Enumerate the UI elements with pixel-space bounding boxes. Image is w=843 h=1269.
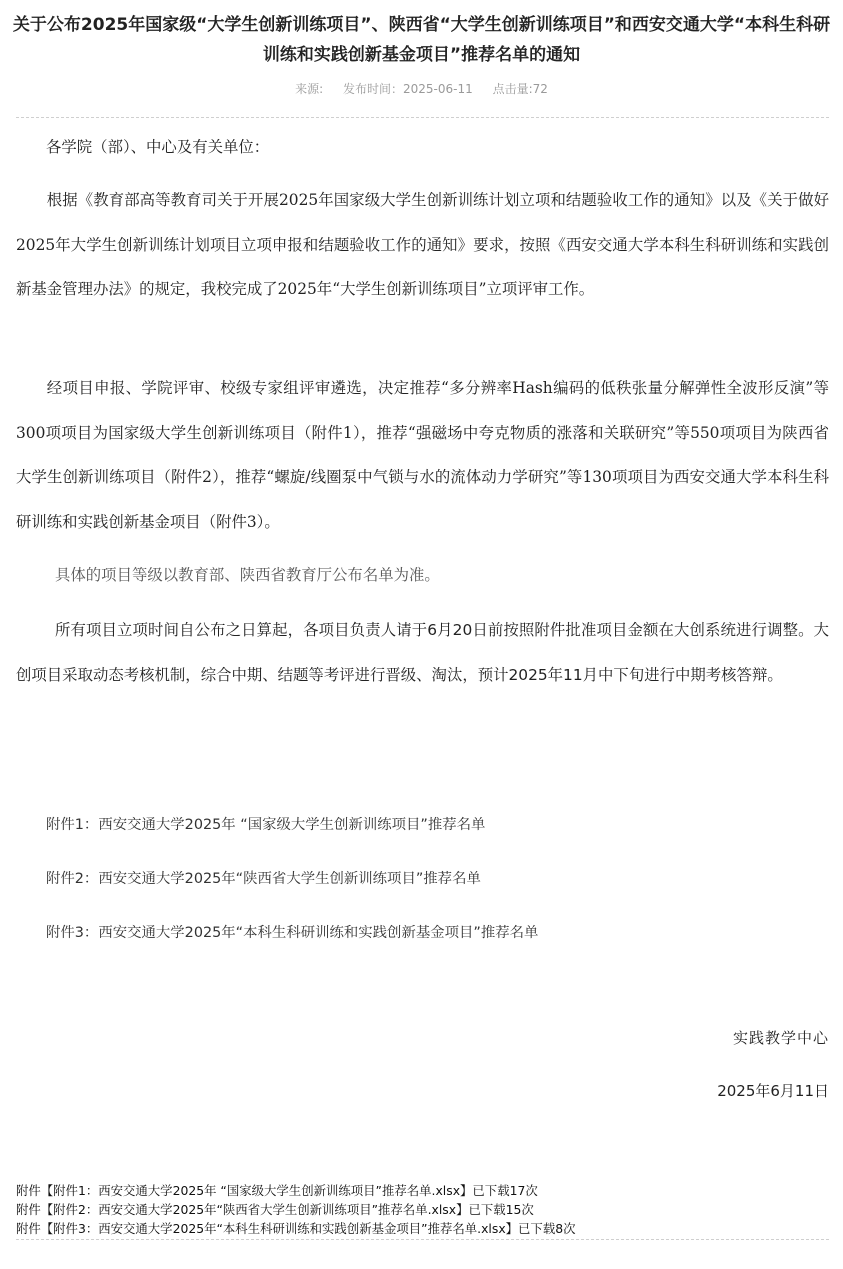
source-label: 来源: [295, 82, 324, 96]
click-count: 点击量:72 [492, 82, 548, 96]
download-count: 已下载8次 [518, 1221, 576, 1236]
paragraph-1: 根据《教育部高等教育司关于开展2025年国家级大学生创新训练计划立项和结题验收工作的通知》以及《关于做好2025年大学生创新训练计划项目立项申报和结题验收工作的通知》要求，按照《西安交通大学本科生科研训练和实践创新基金管理办法》的规定，我校完成了2025年“大学生创新训练项目”立项评审工作。 [16, 191, 829, 299]
download-link-1[interactable]: 【附件1：西安交通大学2025年 “国家级大学生创新训练项目”推荐名单.xlsx】 [40, 1183, 473, 1198]
header-divider [16, 117, 829, 118]
attachment-item-2: 附件2：西安交通大学2025年“陕西省大学生创新训练项目”推荐名单 [46, 871, 481, 887]
attachment-item-1: 附件1：西安交通大学2025年 “国家级大学生创新训练项目”推荐名单 [46, 817, 486, 833]
download-prefix: 附件 [16, 1202, 41, 1217]
publish-time: 发布时间：2025-06-11 [342, 82, 473, 96]
download-prefix: 附件 [16, 1221, 41, 1236]
download-count: 已下载15次 [468, 1202, 534, 1217]
signature-date: 2025年6月11日 [717, 1082, 829, 1100]
download-count: 已下载17次 [472, 1183, 538, 1198]
download-link-3[interactable]: 【附件3：西安交通大学2025年“本科生科研训练和实践创新基金项目”推荐名单.xlsx】 [40, 1221, 519, 1236]
download-row-1 [16, 1182, 538, 1200]
paragraph-3: 具体的项目等级以教育部、陕西省教育厅公布名单为准。 [55, 566, 440, 584]
paragraph-2: 经项目申报、学院评审、校级专家组评审遴选，决定推荐“多分辨率Hash编码的低秩张量分解弹性全波形反演”等300项项目为国家级大学生创新训练项目（附件1），推荐“强磁场中夸克物质的涨落和关联研究”等550项项目为陕西省大学生创新训练项目（附件2），推荐“螺旋/线圈泵中气锁与水的流体动力学研究”等130项项目为西安交通大学本科生科研训练和实践创新基金项目（附件3）。 [16, 379, 829, 531]
paragraph-4 [16, 608, 829, 697]
greeting: 各学院（部）、中心及有关单位： [46, 138, 270, 156]
footer-divider [16, 1239, 829, 1240]
download-row-2 [16, 1201, 534, 1219]
paragraph-4-text: 所有项目立项时间自公布之日算起，各项目负责人请于6月20日前按照附件批准项目金额在大创系统进行调整。大创项目采取动态考核机制，综合中期、结题等考评进行晋级、淘汰，预计2025年11月中下旬进行中期考核答辩。 [16, 621, 829, 684]
signature-org: 实践教学中心 [732, 1029, 829, 1047]
download-row-3 [16, 1220, 576, 1238]
article-meta [0, 81, 843, 97]
download-link-2[interactable]: 【附件2：西安交通大学2025年“陕西省大学生创新训练项目”推荐名单.xlsx】 [40, 1202, 469, 1217]
download-prefix: 附件 [16, 1183, 41, 1198]
attachment-item-3: 附件3：西安交通大学2025年“本科生科研训练和实践创新基金项目”推荐名单 [46, 925, 539, 941]
article-title: 关于公布2025年国家级“大学生创新训练项目”、陕西省“大学生创新训练项目”和西安交通大学“本科生科研训练和实践创新基金项目”推荐名单的通知 [12, 15, 831, 65]
